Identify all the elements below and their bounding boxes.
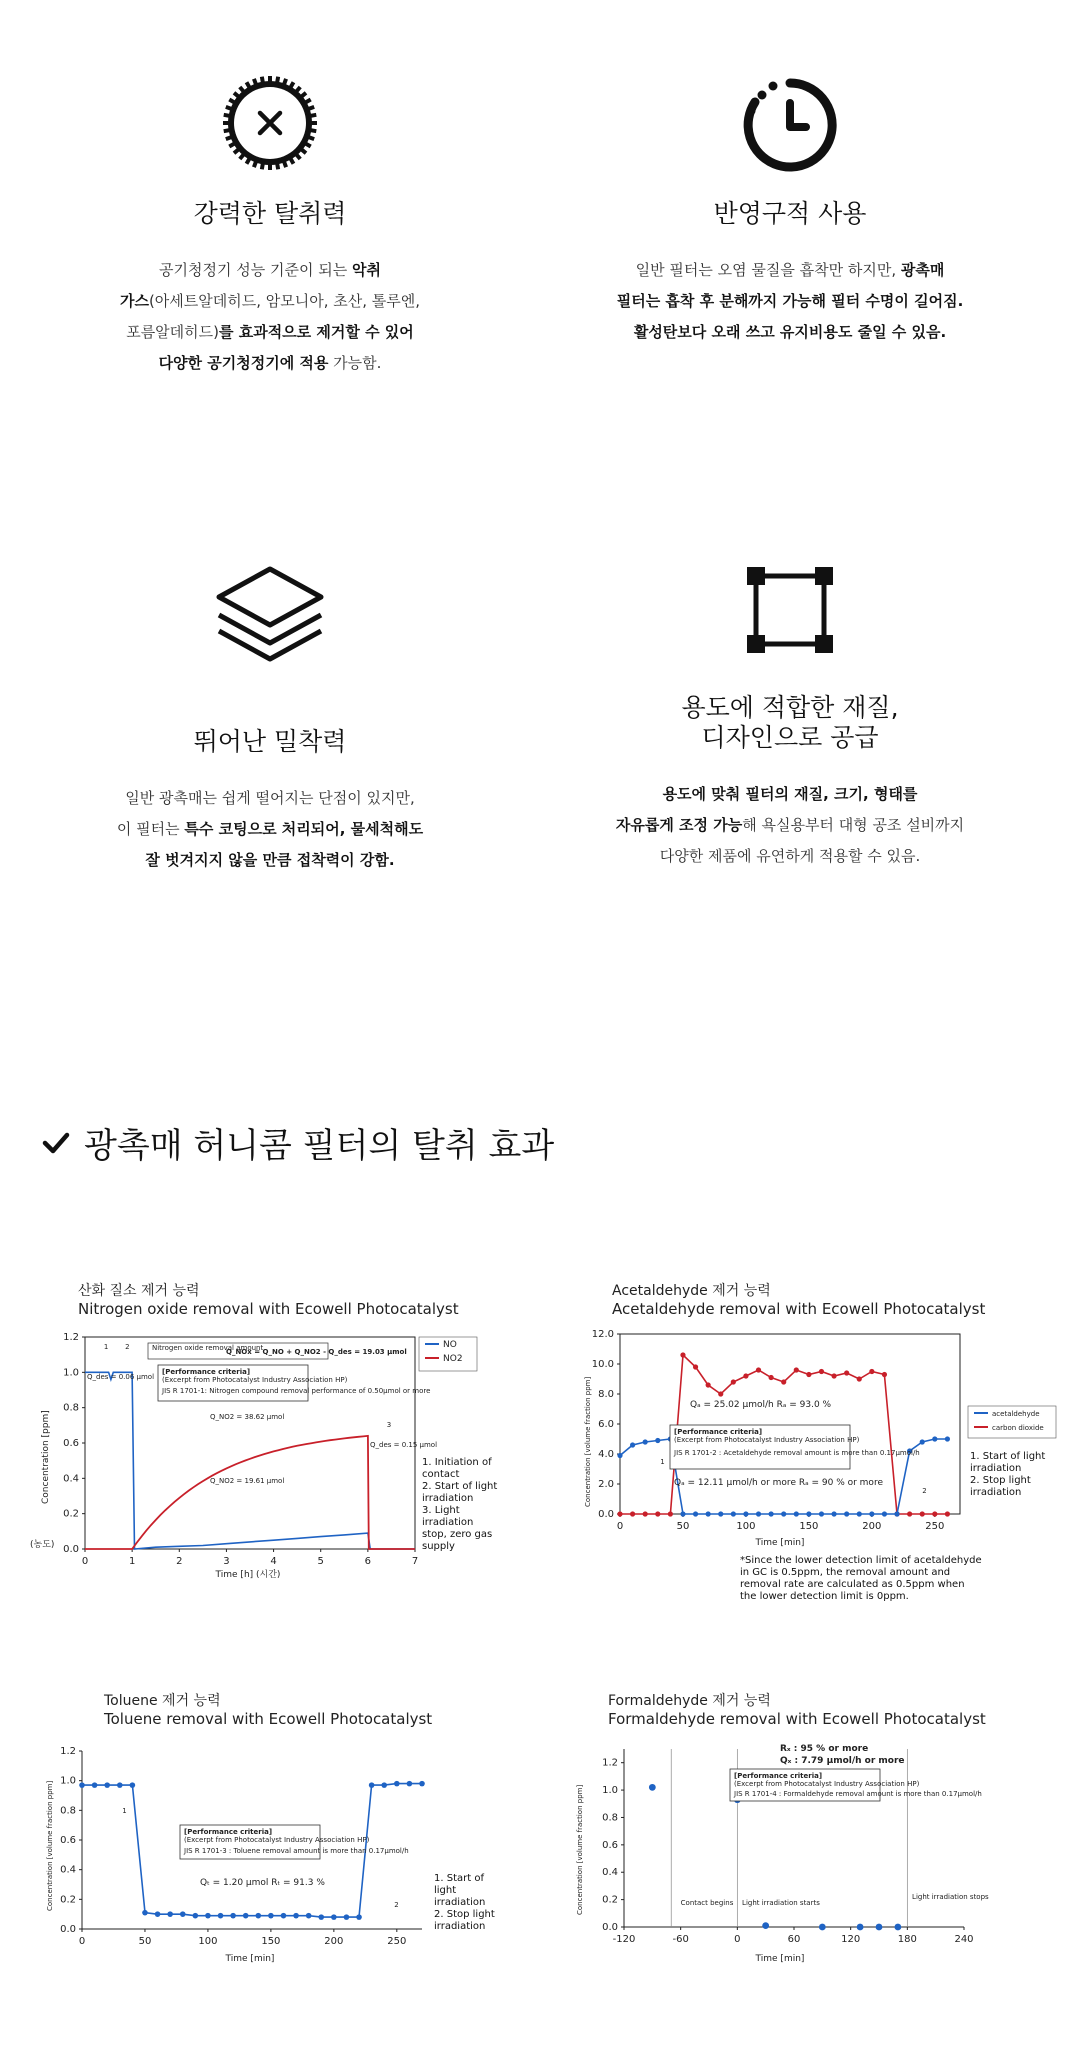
x-axis-label: Time [h] (시간) bbox=[215, 1570, 281, 1580]
text: 일반 필터는 오염 물질을 흡착만 하지만, bbox=[635, 261, 901, 279]
data-point-acetaldehyde bbox=[819, 1511, 824, 1516]
data-point-acetaldehyde bbox=[844, 1511, 849, 1516]
data-point-acetaldehyde bbox=[718, 1511, 723, 1516]
footnote-line: the lower detection limit is 0ppm. bbox=[740, 1591, 909, 1602]
description-line bbox=[560, 810, 1020, 841]
data-point-toluene bbox=[356, 1914, 362, 1920]
x-tick-label: -60 bbox=[672, 1934, 689, 1945]
description-line bbox=[40, 348, 500, 379]
data-point-acetaldehyde bbox=[920, 1439, 925, 1444]
data-point-acetaldehyde bbox=[743, 1511, 748, 1516]
data-point-co2 bbox=[743, 1373, 748, 1378]
formula-text: Q_NOx = Q_NO + Q_NO2 - Q_des = 19.03 µmol bbox=[226, 1348, 407, 1356]
chart-title-en: Acetaldehyde removal with Ecowell Photocatalyst bbox=[612, 1300, 986, 1318]
x-tick-label: -120 bbox=[612, 1934, 636, 1945]
data-point-co2 bbox=[819, 1369, 824, 1374]
legend-label-acetaldehyde: acetaldehyde bbox=[992, 1410, 1040, 1418]
data-point-toluene bbox=[344, 1914, 350, 1920]
data-point-toluene bbox=[419, 1781, 425, 1787]
data-point-co2 bbox=[920, 1511, 925, 1516]
x-tick-label: 1 bbox=[128, 1556, 136, 1567]
feature-deodorizing bbox=[40, 75, 500, 379]
data-point-toluene bbox=[104, 1782, 110, 1788]
criteria-text: JIS R 1701-4 : Formaldehyde removal amount is more than 0.17µmol/h bbox=[734, 1790, 982, 1798]
chart-nitrogen-oxide bbox=[30, 1282, 530, 1629]
data-point-acetaldehyde bbox=[945, 1436, 950, 1441]
data-point-acetaldehyde bbox=[706, 1511, 711, 1516]
data-point-acetaldehyde bbox=[806, 1511, 811, 1516]
text: (아세트알데히드, 암모니아, 초산, 톨루엔, bbox=[148, 292, 421, 310]
x-tick-label: 150 bbox=[799, 1521, 819, 1532]
data-point-acetaldehyde bbox=[932, 1436, 937, 1441]
y-axis-label: Concentration [ppm] bbox=[41, 1410, 51, 1504]
data-point-acetaldehyde bbox=[693, 1511, 698, 1516]
criteria-result: Qₐ = 12.11 µmol/h or more Rₐ = 90 % or more bbox=[674, 1478, 883, 1488]
quantity-label: Q_NO2 = 38.62 µmol bbox=[210, 1413, 285, 1421]
x-tick-label: 0 bbox=[734, 1934, 741, 1945]
y-tick-label: 6.0 bbox=[598, 1419, 614, 1430]
data-point-acetaldehyde bbox=[617, 1453, 622, 1458]
y-tick-label: 0.4 bbox=[63, 1473, 79, 1485]
feature-adhesion bbox=[40, 565, 500, 876]
data-point-acetaldehyde bbox=[831, 1511, 836, 1516]
note-line: 3. Light bbox=[422, 1505, 460, 1516]
text: 다양한 제품에 유연하게 적용할 수 있음. bbox=[659, 847, 921, 865]
note-line: 2. Stop light bbox=[970, 1475, 1031, 1486]
layers-icon bbox=[215, 565, 325, 665]
data-point-co2 bbox=[907, 1511, 912, 1516]
x-axis-label: Time [min] bbox=[755, 1954, 805, 1964]
y-tick-label: 0.8 bbox=[602, 1812, 618, 1824]
data-point-co2 bbox=[668, 1511, 673, 1516]
description-line bbox=[560, 841, 1020, 872]
y-tick-label: 0.2 bbox=[63, 1508, 79, 1520]
data-point-acetaldehyde bbox=[655, 1438, 660, 1443]
data-point-toluene bbox=[369, 1782, 375, 1788]
text: 해 욕실용부터 대형 공조 설비까지 bbox=[742, 816, 965, 834]
x-tick-label: 120 bbox=[841, 1934, 861, 1945]
annotation: Contact begins bbox=[680, 1899, 734, 1907]
x-tick-label: 250 bbox=[925, 1521, 945, 1532]
note-line: 2. Stop light bbox=[434, 1909, 495, 1920]
text: 이 필터는 bbox=[116, 820, 185, 838]
data-point-toluene bbox=[394, 1781, 400, 1787]
y-tick-label: 0.8 bbox=[60, 1805, 76, 1817]
data-point-co2 bbox=[630, 1511, 635, 1516]
x-tick-label: 200 bbox=[324, 1936, 344, 1947]
data-point-co2 bbox=[617, 1511, 622, 1516]
y-tick-label: 0.0 bbox=[598, 1509, 614, 1520]
x-tick-label: 100 bbox=[198, 1936, 218, 1947]
data-point-co2 bbox=[869, 1369, 874, 1374]
criteria-title: [Performance criteria] bbox=[674, 1428, 763, 1436]
chart-plot bbox=[570, 1319, 1070, 1659]
bold-text: 다양한 공기청정기에 적용 bbox=[158, 354, 329, 372]
data-point-acetaldehyde bbox=[731, 1511, 736, 1516]
x-axis-label: Time [min] bbox=[755, 1538, 805, 1548]
criteria-title: [Performance criteria] bbox=[184, 1828, 273, 1836]
data-point-toluene bbox=[117, 1782, 123, 1788]
result-text: Qₜ = 1.20 µmol Rₜ = 91.3 % bbox=[200, 1878, 325, 1888]
data-point-toluene bbox=[79, 1782, 85, 1788]
chart-title-en: Nitrogen oxide removal with Ecowell Photocatalyst bbox=[78, 1300, 459, 1318]
description-line bbox=[40, 317, 500, 348]
data-point-acetaldehyde bbox=[756, 1511, 761, 1516]
data-point-co2 bbox=[857, 1376, 862, 1381]
criteria-title: [Performance criteria] bbox=[734, 1772, 823, 1780]
criteria-source: (Excerpt from Photocatalyst Industry Association HP) bbox=[162, 1376, 348, 1384]
description-line bbox=[560, 255, 1020, 286]
check-icon bbox=[42, 1131, 70, 1155]
bold-text: 필터는 흡착 후 분해까지 가능해 필터 수명이 길어짐. bbox=[616, 292, 964, 310]
data-point-co2 bbox=[831, 1373, 836, 1378]
data-point-toluene bbox=[407, 1781, 413, 1787]
y-tick-label: 1.0 bbox=[63, 1367, 79, 1379]
bold-text: 자유롭게 조정 가능 bbox=[615, 816, 743, 834]
data-point-co2 bbox=[718, 1391, 723, 1396]
data-point-co2 bbox=[806, 1372, 811, 1377]
section-title bbox=[42, 1118, 554, 1167]
frame-select-icon bbox=[745, 565, 835, 655]
data-point-toluene bbox=[92, 1782, 98, 1788]
bold-text: 잘 벗겨지지 않을 만큼 접착력이 강함. bbox=[145, 851, 395, 869]
data-point-toluene bbox=[281, 1913, 287, 1919]
data-point-toluene bbox=[293, 1913, 299, 1919]
note-line: irradiation bbox=[434, 1921, 486, 1932]
note-line: contact bbox=[422, 1469, 460, 1480]
data-point-acetaldehyde bbox=[857, 1511, 862, 1516]
y-tick-label: 0.4 bbox=[60, 1864, 76, 1876]
chart-acetaldehyde bbox=[570, 1282, 1070, 1659]
marker-label: 2 bbox=[125, 1343, 130, 1351]
description-line bbox=[40, 286, 500, 317]
note-line: irradiation bbox=[434, 1897, 486, 1908]
footnote-line: in GC is 0.5ppm, the removal amount and bbox=[740, 1567, 951, 1578]
data-point-toluene bbox=[218, 1913, 224, 1919]
clock-icon bbox=[740, 75, 840, 175]
data-point-acetaldehyde bbox=[630, 1442, 635, 1447]
note-line: irradiation bbox=[970, 1487, 1022, 1498]
y-tick-label: 1.0 bbox=[602, 1785, 618, 1797]
data-point-co2 bbox=[769, 1375, 774, 1380]
bold-text: 를 효과적으로 제거할 수 있어 bbox=[219, 323, 414, 341]
result-q: Qₓ : 7.79 µmol/h or more bbox=[780, 1756, 905, 1766]
data-point-acetaldehyde bbox=[769, 1511, 774, 1516]
chart-title-ko: Formaldehyde 제거 능력 bbox=[608, 1693, 771, 1709]
text: 일반 광촉매는 쉽게 떨어지는 단점이 있지만, bbox=[125, 789, 415, 807]
y-tick-label: 1.2 bbox=[63, 1332, 79, 1343]
y-tick-label: 0.6 bbox=[63, 1438, 79, 1449]
bold-text: 가스 bbox=[119, 292, 149, 310]
data-point-co2 bbox=[643, 1511, 648, 1516]
y-tick-label: 1.2 bbox=[60, 1746, 76, 1757]
y-tick-label: 0.8 bbox=[63, 1402, 79, 1414]
legend-label-co2: carbon dioxide bbox=[992, 1424, 1044, 1432]
result-text: Qₐ = 25.02 µmol/h Rₐ = 93.0 % bbox=[690, 1400, 832, 1410]
x-tick-label: 0 bbox=[616, 1521, 624, 1532]
marker-label: 2 bbox=[922, 1487, 927, 1495]
y-tick-label: 0.2 bbox=[60, 1894, 76, 1906]
data-point-acetaldehyde bbox=[781, 1511, 786, 1516]
criteria-text: JIS R 1701-2 : Acetaldehyde removal amount is more than 0.17µmol/h bbox=[674, 1449, 920, 1457]
data-point-toluene bbox=[155, 1911, 161, 1917]
legend-label-no: NO bbox=[443, 1340, 457, 1350]
data-point-toluene bbox=[331, 1914, 337, 1920]
description-line bbox=[560, 286, 1020, 317]
annotation: Light irradiation stops bbox=[912, 1893, 989, 1901]
legend-label-no2: NO2 bbox=[443, 1354, 463, 1364]
y-axis-label: Concentration [volume fraction ppm] bbox=[46, 1780, 54, 1911]
feature-permanent-use bbox=[560, 75, 1020, 348]
data-point-acetaldehyde bbox=[882, 1511, 887, 1516]
data-point-toluene bbox=[306, 1913, 312, 1919]
criteria-text: JIS R 1701-1: Nitrogen compound removal performance of 0.50µmol or more bbox=[162, 1387, 431, 1395]
data-point-formaldehyde bbox=[649, 1784, 656, 1791]
feature-title: 강력한 탈취력 bbox=[193, 199, 347, 228]
y-tick-label: 0.0 bbox=[60, 1924, 76, 1935]
note-line: irradiation bbox=[422, 1517, 474, 1528]
description-line bbox=[560, 779, 1020, 810]
note-line: 1. Start of light bbox=[970, 1451, 1046, 1462]
chart-toluene bbox=[40, 1692, 540, 2049]
quantity-label: Q_des = 0.15 µmol bbox=[370, 1441, 438, 1449]
data-point-co2 bbox=[706, 1382, 711, 1387]
feature-title-line: 용도에 적합한 재질, bbox=[681, 693, 899, 722]
y-tick-label: 8.0 bbox=[598, 1389, 614, 1400]
data-point-co2 bbox=[781, 1379, 786, 1384]
data-point-toluene bbox=[167, 1911, 173, 1917]
description-line bbox=[40, 845, 500, 876]
data-point-toluene bbox=[268, 1913, 274, 1919]
chart-plot bbox=[40, 1729, 540, 2049]
marker-label: 3 bbox=[386, 1421, 392, 1429]
data-point-acetaldehyde bbox=[869, 1511, 874, 1516]
data-point-acetaldehyde bbox=[643, 1439, 648, 1444]
formula-box-label: Nitrogen oxide removal amount bbox=[152, 1344, 264, 1352]
y-axis-label: Concentration [volume fraction ppm] bbox=[576, 1784, 584, 1915]
section-title-text: 광촉매 허니콤 필터의 탈취 효과 bbox=[84, 1126, 555, 1166]
data-point-formaldehyde bbox=[876, 1924, 883, 1931]
x-tick-label: 3 bbox=[223, 1556, 230, 1567]
chart-title-ko: 산화 질소 제거 능력 bbox=[78, 1283, 200, 1299]
note-line: 1. Start of bbox=[434, 1873, 484, 1884]
x-tick-label: 150 bbox=[261, 1936, 281, 1947]
data-point-co2 bbox=[693, 1364, 698, 1369]
y-tick-label: 4.0 bbox=[598, 1449, 614, 1460]
feature-description bbox=[560, 779, 1020, 872]
data-point-co2 bbox=[932, 1511, 937, 1516]
data-point-formaldehyde bbox=[762, 1922, 769, 1929]
data-point-co2 bbox=[882, 1372, 887, 1377]
annotation: Light irradiation starts bbox=[742, 1899, 820, 1907]
data-point-co2 bbox=[794, 1367, 799, 1372]
text: 가능함. bbox=[328, 354, 382, 372]
bold-text: 용도에 맞춰 필터의 재질, 크기, 형태를 bbox=[662, 785, 918, 803]
data-point-co2 bbox=[756, 1367, 761, 1372]
data-point-toluene bbox=[243, 1913, 249, 1919]
feature-custom-design bbox=[560, 565, 1020, 872]
x-tick-label: 0 bbox=[81, 1556, 89, 1567]
quantity-label: Q_NO2 = 19.61 µmol bbox=[210, 1477, 285, 1485]
data-point-toluene bbox=[205, 1913, 211, 1919]
data-point-toluene bbox=[255, 1913, 261, 1919]
y-tick-label: 0.4 bbox=[602, 1867, 618, 1879]
criteria-source: (Excerpt from Photocatalyst Industry Association HP) bbox=[734, 1780, 920, 1788]
feature-title bbox=[560, 693, 1020, 753]
chart-title-en: Toluene removal with Ecowell Photocatalyst bbox=[104, 1710, 433, 1728]
footnote-line: removal rate are calculated as 0.5ppm when bbox=[740, 1579, 965, 1590]
marker-label: 1 bbox=[103, 1343, 109, 1351]
criteria-source: (Excerpt from Photocatalyst Industry Association HP) bbox=[674, 1436, 860, 1444]
data-point-toluene bbox=[180, 1911, 186, 1917]
data-point-co2 bbox=[680, 1352, 685, 1357]
bold-text: 특수 코팅으로 처리되어, 물세척해도 bbox=[184, 820, 424, 838]
criteria-source: (Excerpt from Photocatalyst Industry Association HP) bbox=[184, 1836, 370, 1844]
marker-label: 1 bbox=[122, 1807, 127, 1815]
chart-title-ko: Acetaldehyde 제거 능력 bbox=[612, 1283, 771, 1299]
feature-title: 뛰어난 밀착력 bbox=[193, 727, 347, 756]
chart-title-en: Formaldehyde removal with Ecowell Photocatalyst bbox=[608, 1710, 986, 1728]
y-tick-label: 0.0 bbox=[63, 1544, 79, 1555]
data-point-formaldehyde bbox=[857, 1924, 864, 1931]
text: 공기청정기 성능 기준이 되는 bbox=[159, 261, 352, 279]
x-tick-label: 5 bbox=[317, 1556, 324, 1567]
bold-text: 활성탄보다 오래 쓰고 유지비용도 줄일 수 있음. bbox=[633, 323, 947, 341]
data-point-toluene bbox=[142, 1910, 148, 1916]
data-point-acetaldehyde bbox=[680, 1511, 685, 1516]
result-r: Rₓ : 95 % or more bbox=[780, 1744, 869, 1754]
marker-label: 2 bbox=[394, 1901, 399, 1909]
description-line bbox=[40, 814, 500, 845]
data-point-toluene bbox=[381, 1782, 387, 1788]
feature-title-line: 디자인으로 공급 bbox=[701, 723, 879, 752]
x-tick-label: 250 bbox=[387, 1936, 407, 1947]
data-point-co2 bbox=[945, 1511, 950, 1516]
bold-text: 광촉매 bbox=[900, 261, 945, 279]
x-axis-label: Time [min] bbox=[225, 1954, 275, 1964]
y-tick-label: 0.6 bbox=[60, 1835, 76, 1846]
data-point-toluene bbox=[318, 1914, 324, 1920]
data-point-acetaldehyde bbox=[794, 1511, 799, 1516]
data-point-co2 bbox=[655, 1511, 660, 1516]
chart-plot bbox=[570, 1729, 1070, 2049]
y-axis-label-ko: (농도) bbox=[30, 1540, 55, 1550]
x-tick-label: 0 bbox=[78, 1936, 86, 1947]
gear-x-icon bbox=[222, 75, 318, 171]
criteria-text: JIS R 1701-3 : Toluene removal amount is more than 0.17µmol/h bbox=[184, 1847, 409, 1855]
data-point-toluene bbox=[130, 1782, 136, 1788]
x-tick-label: 240 bbox=[954, 1934, 974, 1945]
note-line: 1. Initiation of bbox=[422, 1457, 492, 1468]
y-tick-label: 1.0 bbox=[60, 1775, 76, 1787]
note-line: irradiation bbox=[970, 1463, 1022, 1474]
y-tick-label: 0.2 bbox=[602, 1894, 618, 1906]
text: 포름알데히드) bbox=[126, 323, 219, 341]
x-tick-label: 180 bbox=[897, 1934, 917, 1945]
x-tick-label: 50 bbox=[676, 1521, 690, 1532]
y-tick-label: 12.0 bbox=[591, 1329, 614, 1340]
bold-text: 악취 bbox=[351, 261, 381, 279]
data-point-co2 bbox=[731, 1379, 736, 1384]
note-line: 2. Start of light bbox=[422, 1481, 498, 1492]
x-tick-label: 6 bbox=[364, 1556, 372, 1567]
data-point-acetaldehyde bbox=[894, 1511, 899, 1516]
feature-description bbox=[40, 255, 500, 379]
x-tick-label: 100 bbox=[736, 1521, 756, 1532]
note-line: irradiation bbox=[422, 1493, 474, 1504]
x-tick-label: 60 bbox=[787, 1934, 801, 1945]
note-line: light bbox=[434, 1885, 457, 1896]
x-tick-label: 50 bbox=[138, 1936, 152, 1947]
description-line bbox=[40, 783, 500, 814]
data-point-co2 bbox=[844, 1370, 849, 1375]
y-tick-label: 0.6 bbox=[602, 1839, 618, 1851]
y-axis-label: Concentration [volume fraction ppm] bbox=[584, 1376, 592, 1507]
data-point-formaldehyde bbox=[819, 1924, 826, 1931]
x-tick-label: 200 bbox=[862, 1521, 882, 1532]
data-point-formaldehyde bbox=[894, 1924, 901, 1931]
chart-title-ko: Toluene 제거 능력 bbox=[104, 1693, 221, 1709]
feature-description bbox=[40, 783, 500, 876]
feature-title: 반영구적 사용 bbox=[713, 199, 867, 228]
description-line bbox=[40, 255, 500, 286]
marker-label: 1 bbox=[660, 1458, 665, 1466]
y-tick-label: 1.2 bbox=[602, 1757, 618, 1769]
x-tick-label: 2 bbox=[176, 1556, 183, 1567]
chart-formaldehyde bbox=[570, 1692, 1070, 2049]
feature-description bbox=[560, 255, 1020, 348]
y-tick-label: 2.0 bbox=[598, 1479, 614, 1490]
y-tick-label: 0.0 bbox=[602, 1922, 618, 1933]
note-line: supply bbox=[422, 1541, 455, 1552]
quantity-label: Q_des = 0.06 µmol bbox=[87, 1373, 155, 1381]
data-point-toluene bbox=[193, 1913, 199, 1919]
footnote-line: *Since the lower detection limit of acetaldehyde bbox=[740, 1555, 982, 1566]
description-line bbox=[560, 317, 1020, 348]
x-tick-label: 4 bbox=[270, 1556, 277, 1567]
chart-plot bbox=[30, 1319, 530, 1629]
note-line: stop, zero gas bbox=[422, 1529, 493, 1540]
criteria-title: [Performance criteria] bbox=[162, 1368, 251, 1376]
data-point-toluene bbox=[230, 1913, 236, 1919]
y-tick-label: 10.0 bbox=[591, 1359, 614, 1370]
x-tick-label: 7 bbox=[411, 1556, 419, 1567]
